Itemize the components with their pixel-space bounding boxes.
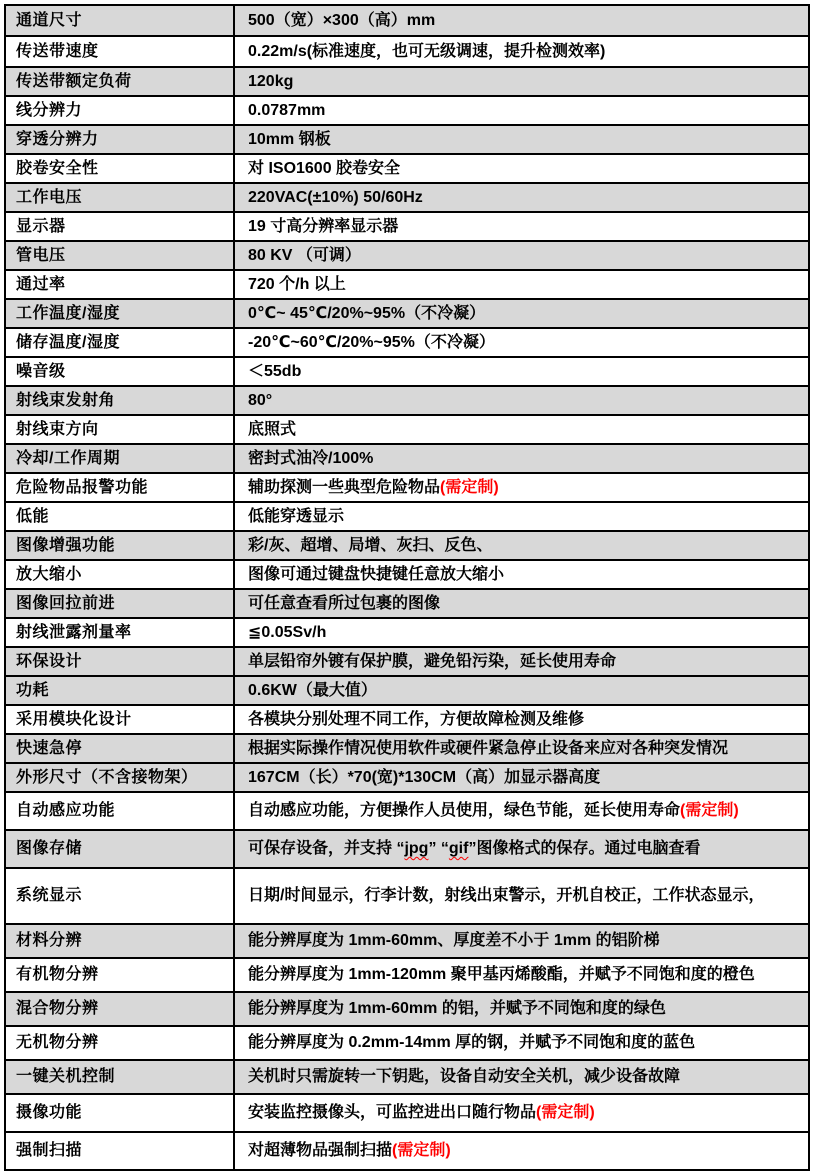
value-text: 彩/灰、超增、局增、灰扫、反色、 [248, 536, 493, 554]
spec-name-cell: 射线泄露剂量率 [5, 618, 234, 647]
spec-value-cell [234, 734, 809, 763]
spec-row [5, 444, 809, 473]
spec-value-cell [234, 241, 809, 270]
spec-row [5, 1026, 809, 1060]
value-text: 19 寸高分辨率显示器 [248, 217, 399, 235]
spec-name-cell: 胶卷安全性 [5, 154, 234, 183]
value-text: 对 ISO1600 胶卷安全 [248, 159, 401, 177]
value-text: 低能穿透显示 [248, 507, 345, 525]
custom-required-tag: (需定制) [440, 478, 499, 496]
value-text: 能分辨厚度为 1mm-60mm、厚度差不小于 1mm 的铝阶梯 [248, 932, 660, 949]
value-text: -20℃~60℃/20%~95%（不冷凝） [248, 333, 495, 351]
spec-value-cell [234, 531, 809, 560]
value-text: ＜55db [248, 362, 302, 380]
value-text: 各模块分别处理不同工作，方便故障检测及维修 [248, 710, 585, 728]
value-text: 自动感应功能，方便操作人员使用，绿色节能，延长使用寿命 [248, 802, 681, 819]
spec-row [5, 868, 809, 924]
spec-value-cell [234, 212, 809, 241]
spec-row [5, 531, 809, 560]
spec-name-cell: 危险物品报警功能 [5, 473, 234, 502]
spellcheck-word: jpg [404, 840, 429, 857]
spec-name-cell: 材料分辨 [5, 924, 234, 958]
value-text: ≦0.05Sv/h [248, 623, 327, 641]
custom-required-tag: (需定制) [680, 802, 739, 819]
value-text: 80° [248, 391, 273, 409]
value-text: 0.22m/s(标准速度，也可无级调速，提升检测效率) [248, 42, 606, 60]
spec-value-cell [234, 5, 809, 36]
spec-row [5, 357, 809, 386]
spec-row [5, 560, 809, 589]
spec-value-cell [234, 763, 809, 792]
spec-row [5, 183, 809, 212]
value-text: 单层铅帘外镀有保护膜，避免铅污染，延长使用寿命 [248, 652, 617, 670]
value-text: 密封式油冷/100% [248, 449, 374, 467]
spec-value-cell [234, 705, 809, 734]
spec-value-cell [234, 589, 809, 618]
spec-name-cell: 通过率 [5, 270, 234, 299]
spellcheck-word: gif [448, 840, 469, 857]
spec-row [5, 763, 809, 792]
spec-row [5, 415, 809, 444]
spec-value-cell [234, 473, 809, 502]
custom-required-tag: (需定制) [392, 1142, 451, 1159]
spec-row [5, 241, 809, 270]
spec-name-cell: 混合物分辨 [5, 992, 234, 1026]
spec-name-cell: 储存温度/湿度 [5, 328, 234, 357]
spec-name-cell: 显示器 [5, 212, 234, 241]
spec-value-cell [234, 444, 809, 473]
spec-value-cell [234, 183, 809, 212]
spec-name-cell: 传送带速度 [5, 36, 234, 67]
value-text: 220VAC(±10%) 50/60Hz [248, 188, 423, 206]
value-text: 720 个/h 以上 [248, 275, 346, 293]
spec-name-cell: 图像回拉前进 [5, 589, 234, 618]
spec-row [5, 618, 809, 647]
spec-name-cell: 外形尺寸（不含接物架） [5, 763, 234, 792]
spec-name-cell: 穿透分辨力 [5, 125, 234, 154]
spec-row [5, 154, 809, 183]
spec-name-cell: 摄像功能 [5, 1094, 234, 1132]
spec-name-cell: 射线束方向 [5, 415, 234, 444]
spec-row [5, 1060, 809, 1094]
spec-row [5, 36, 809, 67]
spec-row [5, 212, 809, 241]
spec-value-cell [234, 270, 809, 299]
spec-row [5, 924, 809, 958]
value-text: ” “ [428, 840, 449, 857]
spec-name-cell: 无机物分辨 [5, 1026, 234, 1060]
value-text: 关机时只需旋转一下钥匙，设备自动安全关机，减少设备故障 [248, 1068, 681, 1085]
spec-name-cell: 系统显示 [5, 868, 234, 924]
spec-name-cell: 采用模块化设计 [5, 705, 234, 734]
value-text: 辅助探测一些典型危险物品 [248, 478, 441, 496]
value-text: 根据实际操作情况使用软件或硬件紧急停止设备来应对各种突发情况 [248, 739, 729, 757]
value-text: 能分辨厚度为 1mm-60mm 的铝，并赋予不同饱和度的绿色 [248, 1000, 666, 1017]
value-text: 对超薄物品强制扫描 [248, 1142, 393, 1159]
spec-name-cell: 工作电压 [5, 183, 234, 212]
spec-value-cell [234, 502, 809, 531]
spec-name-cell: 强制扫描 [5, 1132, 234, 1170]
spec-row [5, 676, 809, 705]
spec-value-cell [234, 1094, 809, 1132]
value-text: 80 KV （可调） [248, 246, 361, 264]
spec-value-cell [234, 386, 809, 415]
spec-name-cell: 自动感应功能 [5, 792, 234, 830]
spec-value-cell [234, 560, 809, 589]
spec-row [5, 5, 809, 36]
custom-required-tag: (需定制) [536, 1104, 595, 1121]
value-text: 500（宽）×300（高）mm [248, 11, 436, 29]
spec-row [5, 328, 809, 357]
spec-value-cell [234, 647, 809, 676]
value-text: 167CM（长）*70(宽)*130CM（高）加显示器高度 [248, 768, 601, 786]
spec-value-cell [234, 96, 809, 125]
value-text: 能分辨厚度为 0.2mm-14mm 厚的钢，并赋予不同饱和度的蓝色 [248, 1034, 696, 1051]
spec-name-cell: 快速急停 [5, 734, 234, 763]
spec-name-cell: 低能 [5, 502, 234, 531]
spec-row [5, 67, 809, 96]
value-text: 可保存设备，并支持 “ [248, 840, 405, 857]
spec-name-cell: 传送带额定负荷 [5, 67, 234, 96]
spec-row [5, 734, 809, 763]
spec-row [5, 299, 809, 328]
spec-name-cell: 线分辨力 [5, 96, 234, 125]
spec-row [5, 589, 809, 618]
spec-row [5, 125, 809, 154]
spec-name-cell: 环保设计 [5, 647, 234, 676]
spec-row [5, 1094, 809, 1132]
spec-value-cell [234, 676, 809, 705]
spec-value-cell [234, 830, 809, 868]
spec-name-cell: 射线束发射角 [5, 386, 234, 415]
spec-name-cell: 噪音级 [5, 357, 234, 386]
spec-value-cell [234, 1132, 809, 1170]
spec-row [5, 1132, 809, 1170]
spec-value-cell [234, 125, 809, 154]
spec-value-cell [234, 415, 809, 444]
value-text: 0.6KW（最大值） [248, 681, 377, 699]
spec-row [5, 992, 809, 1026]
spec-row [5, 647, 809, 676]
spec-name-cell: 功耗 [5, 676, 234, 705]
spec-name-cell: 图像增强功能 [5, 531, 234, 560]
spec-row [5, 96, 809, 125]
spec-name-cell: 工作温度/湿度 [5, 299, 234, 328]
spec-name-cell: 放大缩小 [5, 560, 234, 589]
value-text: 10mm 钢板 [248, 130, 331, 148]
spec-row [5, 473, 809, 502]
value-text: 安装监控摄像头，可监控进出口随行物品 [248, 1104, 537, 1121]
value-text: 可任意查看所过包裹的图像 [248, 594, 441, 612]
spec-row [5, 958, 809, 992]
spec-name-cell: 通道尺寸 [5, 5, 234, 36]
value-text: 120kg [248, 72, 294, 90]
value-text: 0℃~ 45℃/20%~95%（不冷凝） [248, 304, 486, 322]
spec-row [5, 705, 809, 734]
spec-name-cell: 图像存储 [5, 830, 234, 868]
spec-value-cell [234, 992, 809, 1026]
spec-name-cell: 冷却/工作周期 [5, 444, 234, 473]
spec-value-cell [234, 67, 809, 96]
spec-row [5, 830, 809, 868]
value-text: ”图像格式的保存。通过电脑查看 [468, 840, 701, 857]
spec-value-cell [234, 868, 809, 924]
spec-value-cell [234, 958, 809, 992]
spec-value-cell [234, 618, 809, 647]
value-text: 日期/时间显示，行李计数，射线出束警示，开机自校正，工作状态显示， [248, 887, 765, 904]
spec-value-cell [234, 924, 809, 958]
spec-value-cell [234, 357, 809, 386]
spec-row [5, 386, 809, 415]
spec-value-cell [234, 328, 809, 357]
value-text: 能分辨厚度为 1mm-120mm 聚甲基丙烯酸酯，并赋予不同饱和度的橙色 [248, 966, 755, 983]
spec-table-body [5, 5, 809, 1170]
spec-value-cell [234, 154, 809, 183]
spec-name-cell: 有机物分辨 [5, 958, 234, 992]
value-text: 图像可通过键盘快捷键任意放大缩小 [248, 565, 505, 583]
value-text: 底照式 [248, 420, 297, 438]
spec-value-cell [234, 36, 809, 67]
spec-row [5, 792, 809, 830]
value-text: 0.0787mm [248, 101, 326, 119]
spec-row [5, 502, 809, 531]
spec-name-cell: 管电压 [5, 241, 234, 270]
spec-value-cell [234, 1026, 809, 1060]
spec-table [4, 4, 810, 1171]
spec-name-cell: 一键关机控制 [5, 1060, 234, 1094]
spec-row [5, 270, 809, 299]
spec-value-cell [234, 299, 809, 328]
spec-value-cell [234, 1060, 809, 1094]
spec-value-cell [234, 792, 809, 830]
